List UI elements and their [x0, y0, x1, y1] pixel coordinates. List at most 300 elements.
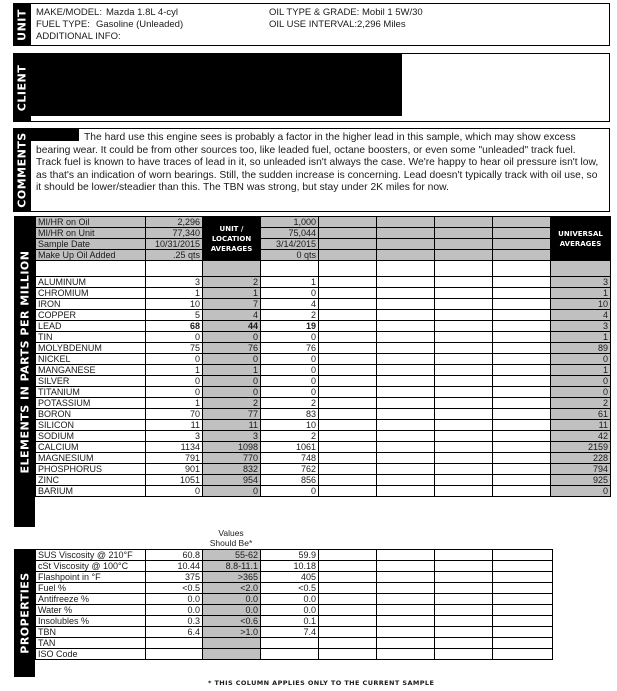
element-empty [377, 354, 435, 365]
element-row [36, 464, 611, 475]
element-unit-avg: 4 [203, 310, 261, 321]
element-empty [377, 299, 435, 310]
comments-section-label-bar [13, 128, 31, 212]
property-empty [319, 572, 377, 583]
property-empty [319, 616, 377, 627]
element-current: 1134 [146, 442, 203, 453]
element-prev1: 0 [261, 288, 319, 299]
make-model-value: Mazda 1.8L 4-cyl [106, 7, 178, 18]
element-name: CALCIUM [36, 442, 146, 453]
element-unit-avg: 0 [203, 387, 261, 398]
oil-type-value: Mobil 1 5W/30 [362, 7, 423, 18]
element-empty [435, 475, 493, 486]
element-empty [319, 343, 377, 354]
element-empty [435, 299, 493, 310]
universal-averages-header: UNIVERSAL AVERAGES [551, 217, 611, 261]
properties-section-label: PROPERTIES [18, 572, 31, 654]
property-row [36, 572, 553, 583]
element-empty [493, 365, 551, 376]
element-empty [377, 365, 435, 376]
property-prev1: 10.18 [261, 561, 319, 572]
spacer-cell [435, 261, 493, 277]
element-empty [435, 343, 493, 354]
element-current: 0 [146, 387, 203, 398]
element-unit-avg: 7 [203, 299, 261, 310]
property-name: Flashpoint in °F [36, 572, 146, 583]
element-prev1: 10 [261, 420, 319, 431]
element-universal: 2 [551, 398, 611, 409]
element-row [36, 442, 611, 453]
element-unit-avg: 1 [203, 288, 261, 299]
element-empty [493, 343, 551, 354]
element-unit-avg: 954 [203, 475, 261, 486]
element-universal: 0 [551, 376, 611, 387]
property-row [36, 616, 553, 627]
property-row [36, 649, 553, 660]
values-should-be-line2: Should Be* [209, 538, 253, 548]
sample-empty [435, 239, 493, 250]
element-empty [435, 332, 493, 343]
spacer-cell [377, 261, 435, 277]
property-empty [377, 572, 435, 583]
property-empty [319, 605, 377, 616]
fuel-type-value: Gasoline (Unleaded) [96, 19, 184, 30]
property-should-be: 8.8-11.1 [203, 561, 261, 572]
element-universal: 1 [551, 332, 611, 343]
property-name: Insolubles % [36, 616, 146, 627]
sample-prev1: 1,000 [261, 217, 319, 228]
element-empty [435, 464, 493, 475]
client-section-label-bar [13, 53, 31, 122]
property-current: 0.3 [146, 616, 203, 627]
sample-prev1: 75,044 [261, 228, 319, 239]
element-current: 11 [146, 420, 203, 431]
element-unit-avg: 770 [203, 453, 261, 464]
make-model-label: MAKE/MODEL: [36, 7, 102, 18]
element-empty [435, 453, 493, 464]
element-row [36, 277, 611, 288]
spacer-row [36, 261, 611, 277]
spacer-cell [146, 261, 203, 277]
property-should-be [203, 649, 261, 660]
client-section [13, 53, 610, 122]
element-empty [435, 310, 493, 321]
element-name: POTASSIUM [36, 398, 146, 409]
element-empty [493, 321, 551, 332]
element-empty [493, 453, 551, 464]
property-name: SUS Viscosity @ 210°F [36, 550, 146, 561]
element-empty [377, 442, 435, 453]
element-universal: 61 [551, 409, 611, 420]
property-empty [377, 627, 435, 638]
property-name: TBN [36, 627, 146, 638]
element-row [36, 321, 611, 332]
element-prev1: 0 [261, 354, 319, 365]
element-empty [493, 277, 551, 288]
property-empty [435, 583, 493, 594]
element-row [36, 453, 611, 464]
element-empty [319, 431, 377, 442]
element-empty [319, 376, 377, 387]
sample-row [36, 250, 611, 261]
property-empty [493, 638, 553, 649]
element-empty [435, 321, 493, 332]
element-prev1: 1061 [261, 442, 319, 453]
element-empty [435, 442, 493, 453]
property-empty [493, 550, 553, 561]
element-prev1: 83 [261, 409, 319, 420]
property-should-be: <0.6 [203, 616, 261, 627]
element-current: 901 [146, 464, 203, 475]
property-empty [493, 649, 553, 660]
element-empty [435, 277, 493, 288]
element-empty [493, 409, 551, 420]
sample-empty [319, 228, 377, 239]
element-prev1: 0 [261, 376, 319, 387]
values-should-be-line1: Values [218, 528, 244, 538]
property-name: Fuel % [36, 583, 146, 594]
property-empty [435, 594, 493, 605]
comments-section [13, 128, 610, 212]
property-empty [493, 627, 553, 638]
property-row [36, 638, 553, 649]
element-empty [377, 376, 435, 387]
element-empty [319, 387, 377, 398]
property-empty [377, 638, 435, 649]
element-empty [435, 420, 493, 431]
element-current: 0 [146, 354, 203, 365]
property-empty [377, 561, 435, 572]
element-empty [377, 409, 435, 420]
element-empty [319, 409, 377, 420]
element-universal: 794 [551, 464, 611, 475]
element-prev1: 1 [261, 277, 319, 288]
property-empty [377, 583, 435, 594]
element-unit-avg: 0 [203, 376, 261, 387]
element-empty [319, 475, 377, 486]
element-empty [377, 343, 435, 354]
element-name: PHOSPHORUS [36, 464, 146, 475]
element-name: NICKEL [36, 354, 146, 365]
sample-current: 10/31/2015 [146, 239, 203, 250]
sample-empty [435, 228, 493, 239]
element-empty [493, 431, 551, 442]
element-unit-avg: 11 [203, 420, 261, 431]
sample-empty [377, 217, 435, 228]
element-empty [319, 310, 377, 321]
property-empty [319, 583, 377, 594]
element-current: 10 [146, 299, 203, 310]
element-current: 3 [146, 431, 203, 442]
element-name: LEAD [36, 321, 146, 332]
element-prev1: 19 [261, 321, 319, 332]
element-empty [377, 387, 435, 398]
element-unit-avg: 76 [203, 343, 261, 354]
element-empty [319, 332, 377, 343]
element-current: 68 [146, 321, 203, 332]
sample-prev1: 3/14/2015 [261, 239, 319, 250]
element-empty [319, 365, 377, 376]
element-empty [377, 420, 435, 431]
sample-current: 2,296 [146, 217, 203, 228]
element-name: BARIUM [36, 486, 146, 497]
element-unit-avg: 2 [203, 398, 261, 409]
element-empty [493, 299, 551, 310]
properties-table [35, 549, 553, 660]
element-unit-avg: 3 [203, 431, 261, 442]
element-empty [377, 310, 435, 321]
element-empty [493, 387, 551, 398]
spacer-cell [319, 261, 377, 277]
property-current: 375 [146, 572, 203, 583]
comments-text: The hard use this engine sees is probably a factor in the higher lead in this sample, which may show excess bearing wear. It could be from other sources too, like leaded fuel, octane boosters, or even some "unleaded" track fuel. Track fuel is known to have traces of lead in it, so unleaded isn't always the case. We're happy to hear oil pressure isn't low, as that's an indication of worn bearings. Still, the sudden increase is concerning. Lead doesn't typically track with oil use, so it should be lower/steadier than this. The TBN was strong, but stay under 2K miles for now. [36, 132, 599, 194]
property-empty [493, 583, 553, 594]
element-name: MAGNESIUM [36, 453, 146, 464]
element-row [36, 310, 611, 321]
element-current: 0 [146, 376, 203, 387]
element-empty [493, 464, 551, 475]
property-name: ISO Code [36, 649, 146, 660]
sample-label: MI/HR on Oil [36, 217, 146, 228]
property-empty [435, 605, 493, 616]
spacer-cell [551, 261, 611, 277]
property-empty [319, 627, 377, 638]
property-current [146, 638, 203, 649]
element-empty [319, 442, 377, 453]
element-unit-avg: 77 [203, 409, 261, 420]
element-name: TITANIUM [36, 387, 146, 398]
property-empty [435, 649, 493, 660]
sample-empty [319, 239, 377, 250]
property-empty [377, 550, 435, 561]
sample-label: Sample Date [36, 239, 146, 250]
sample-empty [377, 239, 435, 250]
element-empty [319, 299, 377, 310]
element-current: 1 [146, 365, 203, 376]
client-section-label: CLIENT [15, 64, 29, 111]
element-empty [377, 453, 435, 464]
element-name: ALUMINUM [36, 277, 146, 288]
elements-table [35, 216, 611, 497]
element-current: 1 [146, 398, 203, 409]
element-row [36, 409, 611, 420]
property-empty [319, 561, 377, 572]
element-empty [493, 442, 551, 453]
element-empty [435, 409, 493, 420]
property-prev1: 0.0 [261, 594, 319, 605]
element-current: 1051 [146, 475, 203, 486]
client-redacted-block [30, 53, 402, 116]
element-name: IRON [36, 299, 146, 310]
element-unit-avg: 1098 [203, 442, 261, 453]
element-row [36, 387, 611, 398]
element-universal: 89 [551, 343, 611, 354]
element-empty [493, 332, 551, 343]
element-name: SILVER [36, 376, 146, 387]
sample-empty [435, 250, 493, 261]
elements-section-label: ELEMENTS IN PARTS PER MILLION [18, 250, 31, 474]
element-empty [377, 277, 435, 288]
property-empty [377, 616, 435, 627]
element-empty [493, 376, 551, 387]
element-current: 0 [146, 332, 203, 343]
unit-location-averages-header: UNIT / LOCATION AVERAGES [203, 217, 261, 261]
property-should-be: 55-62 [203, 550, 261, 561]
property-prev1: 59.9 [261, 550, 319, 561]
element-unit-avg: 0 [203, 486, 261, 497]
sample-prev1: 0 qts [261, 250, 319, 261]
property-current: 60.8 [146, 550, 203, 561]
element-empty [435, 431, 493, 442]
sample-current: .25 qts [146, 250, 203, 261]
element-empty [435, 365, 493, 376]
element-universal: 42 [551, 431, 611, 442]
property-empty [435, 616, 493, 627]
element-name: MOLYBDENUM [36, 343, 146, 354]
element-prev1: 0 [261, 486, 319, 497]
element-unit-avg: 2 [203, 277, 261, 288]
oil-type-label: OIL TYPE & GRADE: [269, 7, 360, 18]
element-current: 791 [146, 453, 203, 464]
property-empty [435, 572, 493, 583]
property-row [36, 583, 553, 594]
sample-empty [319, 217, 377, 228]
element-current: 70 [146, 409, 203, 420]
element-current: 0 [146, 486, 203, 497]
element-name: TIN [36, 332, 146, 343]
element-prev1: 2 [261, 310, 319, 321]
property-empty [319, 638, 377, 649]
element-empty [319, 288, 377, 299]
properties-section-label-bar [14, 549, 35, 677]
sample-empty [377, 228, 435, 239]
element-row [36, 354, 611, 365]
element-prev1: 856 [261, 475, 319, 486]
property-prev1: 7.4 [261, 627, 319, 638]
element-name: SILICON [36, 420, 146, 431]
element-name: MANGANESE [36, 365, 146, 376]
property-empty [319, 594, 377, 605]
element-row [36, 431, 611, 442]
element-empty [435, 486, 493, 497]
property-row [36, 594, 553, 605]
element-row [36, 288, 611, 299]
element-empty [493, 486, 551, 497]
element-universal: 0 [551, 486, 611, 497]
property-should-be: >1.0 [203, 627, 261, 638]
unit-section-label: UNIT [15, 8, 29, 41]
property-empty [435, 638, 493, 649]
property-empty [435, 561, 493, 572]
element-unit-avg: 0 [203, 332, 261, 343]
sample-empty [435, 217, 493, 228]
element-empty [377, 464, 435, 475]
element-prev1: 0 [261, 387, 319, 398]
element-universal: 925 [551, 475, 611, 486]
element-empty [377, 288, 435, 299]
sample-row [36, 217, 611, 228]
element-universal: 1 [551, 288, 611, 299]
property-name: cSt Viscosity @ 100°C [36, 561, 146, 572]
element-row [36, 475, 611, 486]
element-row [36, 343, 611, 354]
sample-label: MI/HR on Unit [36, 228, 146, 239]
spacer-cell [493, 261, 551, 277]
property-empty [435, 627, 493, 638]
property-current: <0.5 [146, 583, 203, 594]
element-name: BORON [36, 409, 146, 420]
element-prev1: 76 [261, 343, 319, 354]
comments-section-label: COMMENTS [15, 132, 29, 208]
element-universal: 1 [551, 365, 611, 376]
element-empty [493, 354, 551, 365]
element-universal: 0 [551, 387, 611, 398]
element-universal: 3 [551, 277, 611, 288]
property-should-be: 0.0 [203, 594, 261, 605]
sample-row [36, 239, 611, 250]
property-empty [319, 649, 377, 660]
sample-empty [493, 217, 551, 228]
element-empty [319, 321, 377, 332]
element-universal: 11 [551, 420, 611, 431]
property-prev1: 0.1 [261, 616, 319, 627]
property-row [36, 561, 553, 572]
element-row [36, 332, 611, 343]
element-empty [493, 398, 551, 409]
property-empty [493, 594, 553, 605]
property-empty [377, 649, 435, 660]
property-name: Water % [36, 605, 146, 616]
property-name: TAN [36, 638, 146, 649]
element-unit-avg: 832 [203, 464, 261, 475]
property-row [36, 627, 553, 638]
element-empty [319, 398, 377, 409]
element-current: 5 [146, 310, 203, 321]
element-empty [377, 431, 435, 442]
element-universal: 3 [551, 321, 611, 332]
property-row [36, 605, 553, 616]
property-current: 0.0 [146, 605, 203, 616]
unit-section-label-bar [13, 3, 31, 46]
element-empty [319, 486, 377, 497]
element-universal: 2159 [551, 442, 611, 453]
property-empty [493, 572, 553, 583]
sample-label: Make Up Oil Added [36, 250, 146, 261]
sample-empty [493, 239, 551, 250]
element-prev1: 762 [261, 464, 319, 475]
property-should-be [203, 638, 261, 649]
sample-empty [493, 250, 551, 261]
elements-section-label-bar [14, 216, 35, 527]
element-row [36, 376, 611, 387]
element-current: 75 [146, 343, 203, 354]
property-prev1 [261, 649, 319, 660]
element-universal: 4 [551, 310, 611, 321]
element-universal: 228 [551, 453, 611, 464]
property-prev1 [261, 638, 319, 649]
element-empty [435, 376, 493, 387]
property-prev1: 0.0 [261, 605, 319, 616]
property-current: 0.0 [146, 594, 203, 605]
element-empty [377, 475, 435, 486]
sample-empty [319, 250, 377, 261]
unit-section [13, 3, 610, 46]
element-row [36, 486, 611, 497]
property-should-be: <2.0 [203, 583, 261, 594]
oil-interval-value: 2,296 Miles [357, 19, 406, 30]
element-name: COPPER [36, 310, 146, 321]
comments-body [36, 132, 601, 195]
